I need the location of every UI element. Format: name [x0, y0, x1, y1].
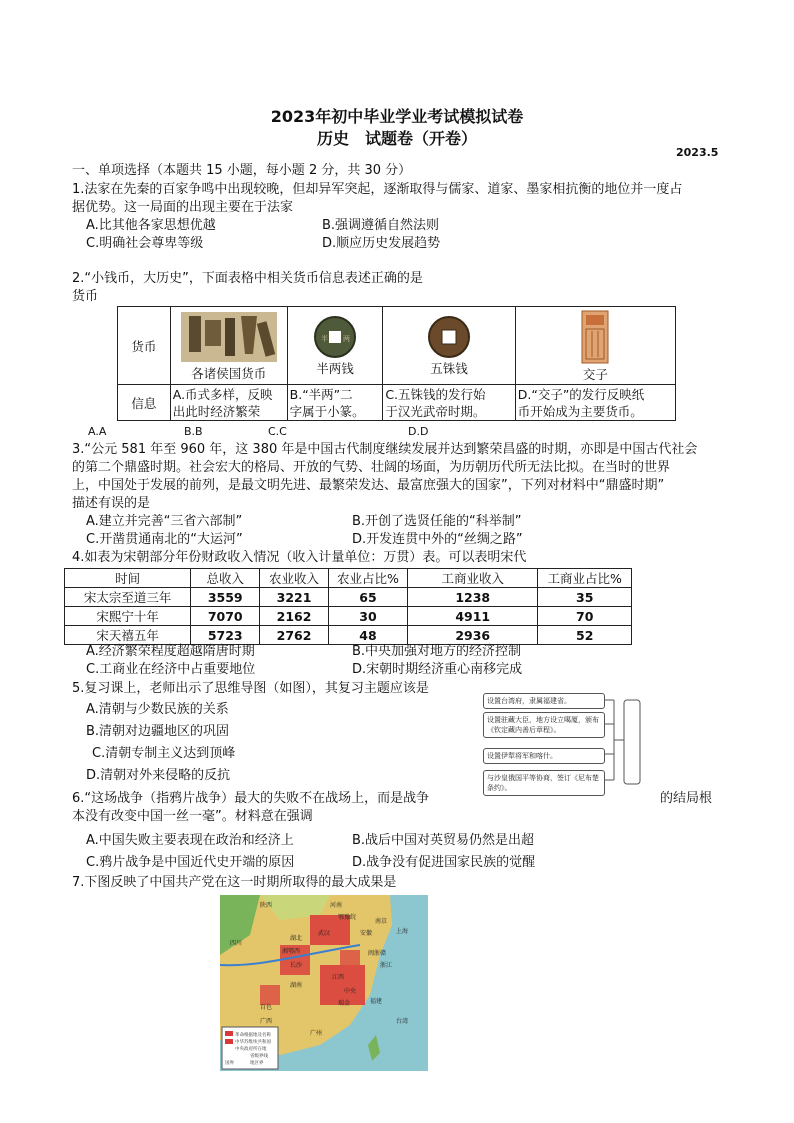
map-label: 安徽 — [360, 930, 373, 937]
cell: 3221 — [260, 588, 329, 607]
q6-stem-1b: 的结局根 — [660, 791, 713, 806]
mind-map-bracket — [604, 694, 644, 794]
info-1-line-1: A.币式多样，反映 — [172, 386, 273, 402]
cell: 3559 — [191, 588, 260, 607]
q2-stem: 2.“小钱币，大历史”，下面表格中相关货币信息表述正确的是 — [72, 271, 423, 286]
coin-name-4: 交子 — [582, 366, 608, 382]
q1-stem-cont: 据优势。这一局面的出现主要在于法家 — [72, 200, 294, 215]
table-row — [65, 607, 632, 626]
coin-cell-2 — [287, 307, 383, 385]
map-label: 中央 — [344, 988, 357, 995]
jiaozi-note-image — [580, 309, 610, 365]
q3-option-b[interactable]: B.开创了选贤任能的“科举制” — [352, 514, 522, 529]
cell: 5723 — [191, 626, 260, 645]
cell: 65 — [328, 588, 407, 607]
map-label: 陕西 — [260, 902, 273, 909]
legend-item-6: 地区界 — [250, 1061, 264, 1066]
cell: 2936 — [408, 626, 538, 645]
wuzhu-coin-image — [427, 315, 471, 359]
q4-option-d[interactable]: D.宋朝时期经济重心南移完成 — [352, 662, 523, 677]
cell: 30 — [328, 607, 407, 626]
cell: 4911 — [408, 607, 538, 626]
mind-map-item-1: 设置台湾府，隶属福建省。 — [483, 693, 605, 709]
info-2-line-1: B.“半两”二 — [289, 386, 353, 402]
info-cell-3 — [383, 385, 515, 421]
mind-map-item-3: 设置伊犁将军和喀什。 — [483, 748, 605, 764]
cell: 70 — [538, 607, 632, 626]
currency-table — [117, 306, 676, 421]
header-commerce: 工商业收入 — [408, 569, 538, 588]
info-row-label: 信息 — [118, 385, 171, 421]
map-label: 福建 — [370, 998, 383, 1005]
coin-name-2: 半两钱 — [316, 360, 354, 376]
coin-name-3: 五铢钱 — [430, 360, 468, 376]
q6-option-c[interactable]: C.鸦片战争是中国近代史开端的原因 — [86, 855, 295, 870]
legend-item-1: 革命根据地及名称 — [235, 1033, 271, 1038]
map-label: 湘鄂西 — [282, 948, 301, 955]
table-row — [65, 588, 632, 607]
q1-option-a[interactable]: A.比其他各家思想优越 — [86, 218, 216, 233]
svg-text:半: 半 — [320, 334, 328, 343]
map-label: 江西 — [332, 974, 345, 981]
info-4-line-2: 币开始成为主要货币。 — [517, 403, 643, 419]
q1-option-c[interactable]: C.明确社会尊卑等级 — [86, 236, 204, 251]
q6-stem-1a: 6.“这场战争（指鸦片战争）最大的失败不在战场上，而是战争 — [72, 791, 430, 806]
q7-stem: 7.下图反映了中国共产党在这一时期所取得的最大成果是 — [72, 875, 397, 890]
map-label: 长沙 — [290, 962, 303, 969]
q2-option-d[interactable]: D.D — [408, 425, 429, 438]
cell: 2162 — [260, 607, 329, 626]
info-cell-1 — [170, 385, 287, 421]
q4-stem: 4.如表为宋朝部分年份财政收入情况（收入计量单位：万贯）表。可以表明宋代 — [72, 550, 527, 565]
q4-option-c[interactable]: C.工商业在经济中占重要地位 — [86, 662, 256, 677]
q3-stem-1: 3.“公元 581 年至 960 年，这 380 年是中国古代制度继续发展并达到繁荣昌盛的时期，亦即是中国古代社会 — [72, 442, 698, 457]
legend-item-4: 省级界线 — [250, 1054, 268, 1059]
q2-stem-cont: 货币 — [72, 289, 99, 304]
currency-row-label: 货币 — [118, 307, 171, 385]
map-label: 湖南 — [290, 982, 303, 989]
q2-option-b[interactable]: B.B — [184, 425, 203, 438]
cell: 宋天禧五年 — [65, 626, 191, 645]
q1-option-d[interactable]: D.顺应历史发展趋势 — [322, 236, 441, 251]
q5-option-d[interactable]: D.清朝对外来侵略的反抗 — [86, 768, 231, 783]
q3-stem-4: 描述有误的是 — [72, 496, 151, 511]
finance-table — [64, 568, 632, 645]
cell: 宋太宗至道三年 — [65, 588, 191, 607]
map-label: 广州 — [310, 1030, 323, 1037]
cell: 35 — [538, 588, 632, 607]
map-label: 广西 — [260, 1018, 273, 1025]
info-cell-4 — [515, 385, 675, 421]
revolutionary-base-map — [220, 895, 428, 1071]
table-row — [65, 626, 632, 645]
q4-option-a[interactable]: A.经济繁荣程度超越隋唐时期 — [86, 644, 255, 659]
map-label: 瑞金 — [338, 1000, 351, 1007]
q5-option-b[interactable]: B.清朝对边疆地区的巩固 — [86, 724, 230, 739]
header-total: 总收入 — [191, 569, 260, 588]
q1-stem: 1.法家在先秦的百家争鸣中出现较晚，但却异军突起，逐渐取得与儒家、道家、墨家相抗衡的地位并一度占 — [72, 182, 683, 197]
map-label: 闽浙赣 — [368, 950, 387, 957]
cell: 7070 — [191, 607, 260, 626]
header-agri: 农业收入 — [260, 569, 329, 588]
exam-title: 2023年初中毕业学业考试模拟试卷 — [270, 107, 524, 126]
cell: 2762 — [260, 626, 329, 645]
q6-option-b[interactable]: B.战后中国对英贸易仍然是出超 — [352, 833, 535, 848]
legend-item-3: 中央政府所在地 — [235, 1047, 267, 1052]
map-label: 百色 — [260, 1004, 273, 1011]
q1-option-b[interactable]: B.强调遵循自然法则 — [322, 218, 440, 233]
info-4-line-1: D.“交子”的发行反映纸 — [517, 386, 645, 402]
section-heading: 一、单项选择（本题共 15 小题，每小题 2 分，共 30 分） — [72, 163, 412, 178]
info-3-line-1: C.五铢钱的发行始 — [385, 386, 486, 402]
q5-option-c[interactable]: C.清朝专制主义达到顶峰 — [92, 746, 236, 761]
q5-stem: 5.复习课上，老师出示了思维导图（如图），其复习主题应该是 — [72, 681, 429, 696]
spade-knife-coins-image — [179, 310, 279, 364]
svg-text:两: 两 — [342, 334, 350, 343]
q6-option-d[interactable]: D.战争没有促进国家民族的觉醒 — [352, 855, 536, 870]
cell: 52 — [538, 626, 632, 645]
info-2-line-2: 字属于小篆。 — [289, 403, 365, 419]
legend-item-2: 中华苏维埃共和国 — [235, 1040, 271, 1045]
q2-option-c[interactable]: C.C — [268, 425, 287, 438]
exam-subtitle: 历史 试题卷（开卷） — [316, 129, 477, 148]
coin-cell-4 — [515, 307, 675, 385]
header-agri-pct: 农业占比% — [328, 569, 407, 588]
map-label: 南京 — [375, 918, 388, 925]
info-1-line-2: 出此时经济繁荣 — [172, 403, 261, 419]
q3-stem-2: 的第二个鼎盛时期。社会宏大的格局、开放的气势、壮阔的场面，为历朝历代所无法比拟。在当时的世界 — [72, 460, 671, 475]
mind-map-item-2: 设置驻藏大臣，地方设立噶厦，颁布《钦定藏内善后章程》。 — [483, 712, 605, 738]
map-label: 湖北 — [290, 935, 303, 942]
map-label: 浙江 — [380, 962, 393, 969]
banliang-coin-image — [313, 315, 357, 359]
coin-cell-1 — [170, 307, 287, 385]
q3-option-a[interactable]: A.建立并完善“三省六部制” — [86, 514, 243, 529]
exam-date: 2023.5 — [676, 146, 719, 159]
cell: 1238 — [408, 588, 538, 607]
coin-name-1: 各诸侯国货币 — [191, 365, 267, 381]
map-label: 武汉 — [318, 930, 331, 937]
q6-option-a[interactable]: A.中国失败主要表现在政治和经济上 — [86, 833, 294, 848]
q6-stem-2: 本没有改变中国一丝一毫”。材料意在强调 — [72, 809, 313, 824]
legend-item-5: 国界 — [225, 1061, 234, 1066]
info-3-line-2: 于汉光武帝时期。 — [385, 403, 486, 419]
header-time: 时间 — [65, 569, 191, 588]
q3-stem-3: 上，中国处于发展的前列，是最文明先进、最繁荣发达、最富庶强大的国家”，下列对材料中“鼎盛时期” — [72, 478, 665, 493]
q2-option-a[interactable]: A.A — [88, 425, 107, 438]
map-label: 台湾 — [396, 1018, 409, 1025]
map-label: 上海 — [396, 928, 409, 935]
q3-option-c[interactable]: C.开凿贯通南北的“大运河” — [86, 532, 243, 547]
q3-option-d[interactable]: D.开发连贯中外的“丝绸之路” — [352, 532, 523, 547]
mind-map-item-4: 与沙皇俄国平等协商，签订《尼布楚条约》。 — [483, 770, 605, 796]
map-label: 鄂豫皖 — [338, 914, 357, 921]
header-commerce-pct: 工商业占比% — [538, 569, 632, 588]
cell: 48 — [328, 626, 407, 645]
map-label: 河南 — [330, 902, 343, 909]
map-label: 四川 — [230, 940, 243, 947]
q5-option-a[interactable]: A.清朝与少数民族的关系 — [86, 702, 229, 717]
info-cell-2 — [287, 385, 383, 421]
q4-option-b[interactable]: B.中央加强对地方的经济控制 — [352, 644, 522, 659]
cell: 宋熙宁十年 — [65, 607, 191, 626]
coin-cell-3 — [383, 307, 515, 385]
